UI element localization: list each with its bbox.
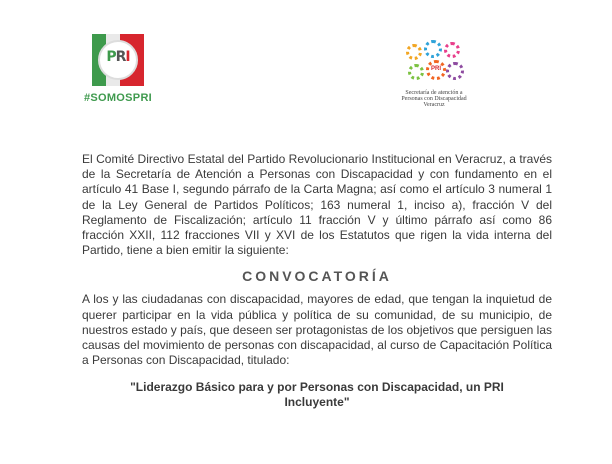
gear-pri-label: PRI	[430, 66, 441, 72]
gear-blue	[424, 40, 442, 58]
secretaria-caption-line1: Secretaría de atención a	[405, 90, 463, 96]
gear-purple	[446, 62, 464, 80]
gear-orange	[406, 44, 422, 60]
pri-letter-p: P	[106, 49, 116, 65]
invitation-paragraph: A los y las ciudadanas con discapacidad, mayores de edad, que tengan la inquietud de querer participar en la vida pública y política de su comunidad, de su municipio, de nuestros estado y país, que deseen ser protagonistas de los objetivos que persiguen las causas del movimiento de personas con discapacidad, al curso de Capacitación Política a Personas con Discapacidad, titulado:	[82, 292, 552, 368]
document-body	[82, 152, 552, 410]
secretaria-caption-line3: Veracruz	[423, 102, 445, 108]
gear-pink	[444, 42, 460, 58]
pri-letters	[92, 49, 144, 65]
secretaria-logo	[392, 40, 502, 108]
convocatoria-heading: CONVOCATORÍA	[242, 268, 392, 285]
secretaria-caption	[392, 90, 476, 108]
gears-icon	[404, 40, 474, 88]
secretaria-caption-line2: Personas con Discapacidad	[401, 96, 467, 102]
intro-paragraph: El Comité Directivo Estatal del Partido Revolucionario Institucional en Veracruz, a través de la Secretaría de Atención a Personas con Discapacidad y con fundamento en el artículo 41 Base I, segundo párrafo de la Carta Magna; así como el artículo 3 numeral 1 de la Ley General de Partidos Políticos; 163 numeral 1, inciso a), fracción V del Reglamento de Fiscalización; artículo 11 fracción V y último párrafo así como 86 fracción XXII, 112 fracciones VII y XVI de los Estatutos que rigen la vida interna del Partido, tiene a bien emitir la siguiente:	[82, 152, 552, 258]
pri-logo	[80, 34, 156, 104]
pri-letter-r: R	[115, 49, 126, 65]
pri-emblem	[92, 34, 144, 86]
hashtag-somospri: #SOMOSPRI	[83, 92, 153, 104]
gear-green	[408, 64, 424, 80]
course-title: "Liderazgo Básico para y por Personas con Discapacidad, un PRI Incluyente"	[130, 380, 504, 410]
pri-letter-i: I	[125, 49, 130, 65]
